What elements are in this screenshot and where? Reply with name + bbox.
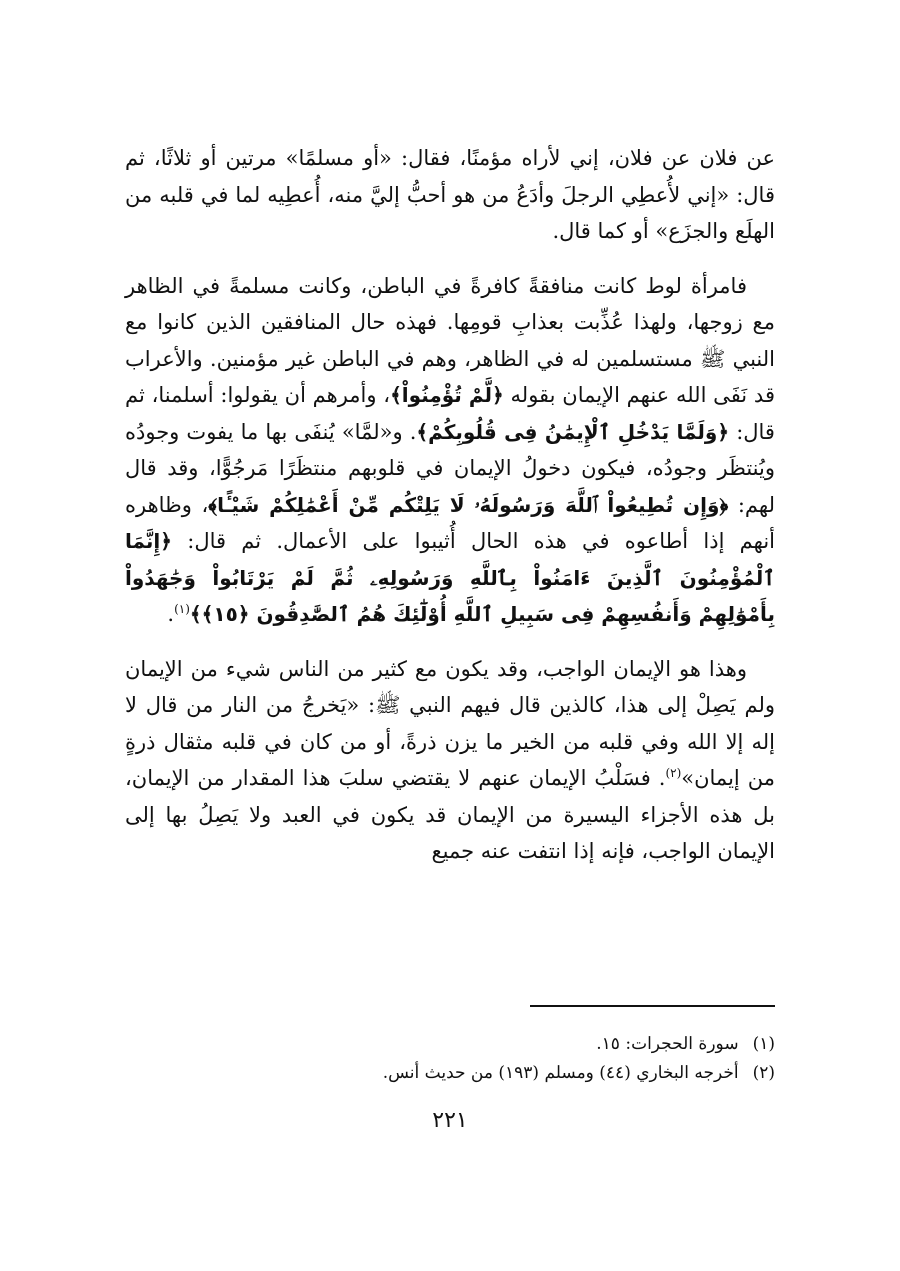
paragraph-2-text-4: ، وظاهره أنهم إذا أطاعوه في هذه الحال أُثيبوا على الأعمال. ثم قال: — [125, 492, 775, 553]
paragraph-2-text-1: فامرأة لوط كانت منافقةً كافرةً في الباطن، وكانت مسلمةً في الظاهر مع زوجها، ولهذا عُذِّبت بعذابِ قومِها. فهذه حال المنافقين الذين كانوا مع النبي ﷺ مستسلمين له في الظاهر، وهم في الباطن غير مؤمنين. والأعراب قد نَفَى الله عنهم الإيمان بقوله — [125, 273, 775, 407]
paragraph-3-text-2: . فسَلْبُ الإيمان عنهم لا يقتضي سلبَ هذا المقدار من الإيمان، بل هذه الأجزاء اليسيرة من الإيمان قد يكون في العبد ولا يَصِلُ بها إلى الإيمان الواجب، فإنه إذا انتفت عنه جميع — [125, 766, 775, 863]
page-number: ٢٢١ — [432, 1108, 468, 1133]
main-text — [125, 140, 775, 870]
footnote-2-text: أخرجه البخاري (٤٤) ومسلم (١٩٣) من حديث أنس. — [382, 1063, 739, 1083]
footnote-divider — [530, 1005, 775, 1007]
footnote-1-text: سورة الحجرات: ١٥. — [596, 1034, 739, 1054]
paragraph-2-text-3: . و«لمَّا» يُنفَى بها ما يفوت وجودُه ويُنتظَر وجودُه، فيكون دخولُ الإيمان في قلوبهم منتظَرًا مَرجُوًّا، وقد قال لهم: — [125, 419, 775, 517]
paragraph-3-text-1: وهذا هو الإيمان الواجب، وقد يكون مع كثير من الناس شيء من الإيمان ولم يَصِلْ إلى هذا، كالذين قال فيهم النبي ﷺ: «يَخرجُ من النار من قال لا إله إلا الله وفي قلبه من الخير ما يزن ذرةً، أو من كان في قلبه مثقال ذرةٍ من إيمان» — [125, 656, 775, 790]
footnote-ref-2[interactable]: (٢) — [665, 766, 682, 780]
footnote-1 — [125, 1030, 775, 1059]
paragraph-3 — [125, 651, 775, 870]
footnote-2-number: (٢) — [752, 1063, 775, 1083]
quran-verse-2: ﴿وَلَمَّا يَدْخُلِ ٱلْإِيمَٰنُ فِى قُلُوبِكُمْ﴾ — [416, 419, 730, 444]
paragraph-1 — [125, 140, 775, 250]
quran-verse-1: ﴿لَّمْ تُؤْمِنُواْ﴾ — [390, 383, 504, 407]
footnote-2 — [125, 1059, 775, 1088]
footnotes — [125, 1030, 775, 1088]
footnote-ref-1[interactable]: (١) — [174, 602, 190, 616]
paragraph-1-text: عن فلان عن فلان، إني لأراه مؤمنًا، فقال: «أو مسلمًا» مرتين أو ثلاثًا، ثم قال: «إني لأُعطِي الرجلَ وأدَعُ من هو أحبُّ إليَّ منه، أُعطِيه لما في قلبه من الهلَع والجزَع» أو كما قال. — [125, 146, 775, 243]
paragraph-2 — [125, 268, 775, 633]
quran-verse-4: ﴿إِنَّمَا ٱلْمُؤْمِنُونَ ٱلَّذِينَ ءَامَنُواْ بِٱللَّهِ وَرَسُولِهِۦ ثُمَّ لَمْ يَرْتَابُواْ وَجَٰهَدُواْ بِأَمْوَٰلِهِمْ وَأَنفُسِهِمْ فِى سَبِيلِ ٱللَّهِ أُوْلَٰٓئِكَ هُمُ ٱلصَّٰدِقُونَ ﴿١٥﴾﴾ — [125, 529, 775, 626]
quran-verse-3: ﴿وَإِن تُطِيعُواْ ٱللَّهَ وَرَسُولَهُۥ لَا يَلِتْكُم مِّنْ أَعْمَٰلِكُمْ شَيْـًٔا﴾ — [208, 492, 729, 517]
footnote-1-number: (١) — [752, 1034, 775, 1054]
paragraph-2-text-5: . — [167, 602, 175, 626]
paragraph-2-text-2: ، وأمرهم أن يقولوا: أسلمنا، ثم قال: — [125, 383, 775, 444]
